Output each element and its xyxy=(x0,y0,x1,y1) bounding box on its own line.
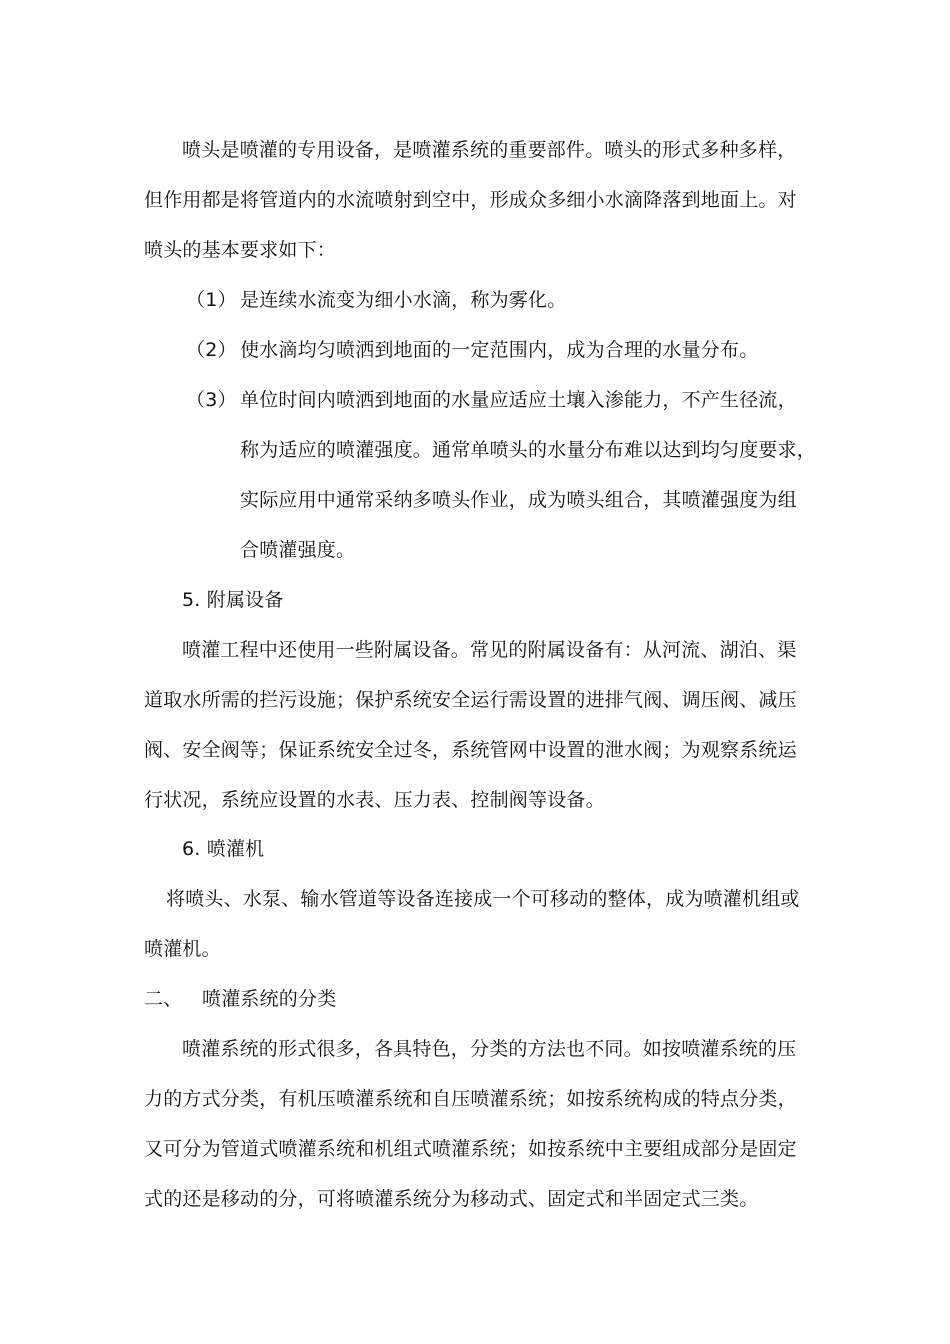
list-item-text: 称为适应的喷灌强度。通常单喷头的水量分布难以达到均匀度要求， xyxy=(240,439,817,461)
list-item-marker: （1） xyxy=(186,289,237,311)
list-item-marker: （3） xyxy=(186,389,237,411)
list-item-marker: （2） xyxy=(186,339,237,361)
list-item-text: 单位时间内喷洒到地面的水量应适应土壤入渗能力，不产生径流， xyxy=(240,389,797,411)
list-item-text: 合喷灌强度。 xyxy=(240,539,356,561)
paragraph-line: 喷灌机。 xyxy=(144,938,221,960)
paragraph-line: 将喷头、水泵、输水管道等设备连接成一个可移动的整体，成为喷灌机组或 xyxy=(166,888,800,910)
paragraph-line: 阀、安全阀等；保证系统安全过冬，系统管网中设置的泄水阀；为观察系统运 xyxy=(144,739,797,761)
paragraph-line: 喷头是喷灌的专用设备，是喷灌系统的重要部件。喷头的形式多种多样， xyxy=(182,139,797,161)
paragraph-line: 喷灌工程中还使用一些附属设备。常见的附属设备有：从河流、湖泊、渠 xyxy=(182,639,797,661)
paragraph-line: 行状况，系统应设置的水表、压力表、控制阀等设备。 xyxy=(144,789,605,811)
section-title: 喷灌系统的分类 xyxy=(202,988,337,1010)
paragraph-line: 式的还是移动的分，可将喷灌系统分为移动式、固定式和半固定式三类。 xyxy=(144,1188,759,1210)
section-heading: 6. 喷灌机 xyxy=(182,838,265,860)
paragraph-line: 力的方式分类，有机压喷灌系统和自压喷灌系统；如按系统构成的特点分类， xyxy=(144,1088,797,1110)
paragraph-line: 但作用都是将管道内的水流喷射到空中，形成众多细小水滴降落到地面上。对 xyxy=(144,189,797,211)
paragraph-line: 道取水所需的拦污设施；保护系统安全运行需设置的进排气阀、调压阀、减压 xyxy=(144,689,797,711)
list-item-text: 实际应用中通常采纳多喷头作业，成为喷头组合，其喷灌强度为组 xyxy=(240,489,797,511)
list-item-text: 使水滴均匀喷洒到地面的一定范围内，成为合理的水量分布。 xyxy=(240,339,759,361)
section-number: 二、 xyxy=(144,988,183,1010)
paragraph-line: 喷灌系统的形式很多，各具特色，分类的方法也不同。如按喷灌系统的压 xyxy=(182,1038,797,1060)
paragraph-line: 又可分为管道式喷灌系统和机组式喷灌系统；如按系统中主要组成部分是固定 xyxy=(144,1138,797,1160)
paragraph-line: 喷头的基本要求如下： xyxy=(144,239,337,261)
section-heading: 5. 附属设备 xyxy=(182,589,284,611)
list-item-text: 是连续水流变为细小水滴，称为雾化。 xyxy=(240,289,567,311)
